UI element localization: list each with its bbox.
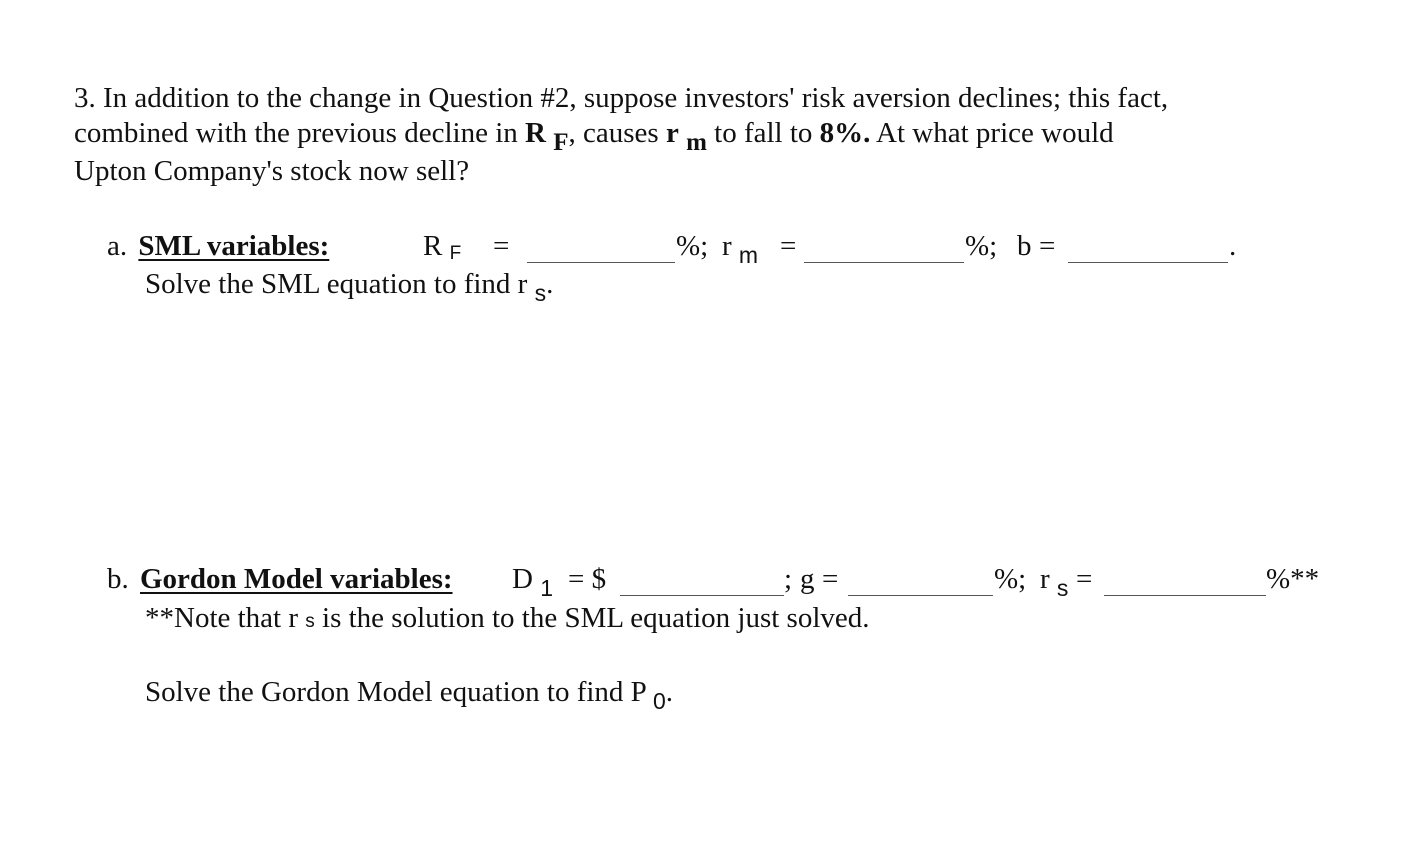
part-a-heading: SML variables:	[138, 230, 330, 262]
rm-target-value: 8%.	[819, 117, 871, 149]
rf-answer-field[interactable]	[527, 242, 675, 263]
d1-answer-field[interactable]	[620, 575, 784, 596]
question-line-2: combined with the previous decline in R F, causes r m to fall to 8%. At what price would	[74, 117, 1114, 156]
part-b-letter: b.	[107, 563, 129, 595]
question-line-1	[74, 82, 1168, 115]
part-b-note: **Note that r s is the solution to the SML equation just solved.	[145, 602, 870, 634]
g-label: g	[800, 563, 815, 595]
rm-answer-field[interactable]	[804, 242, 964, 263]
beta-label: b	[1017, 230, 1032, 262]
rf-label: R F	[423, 230, 462, 264]
beta-answer-field[interactable]	[1068, 242, 1228, 263]
rf-symbol: R	[525, 117, 546, 149]
part-a-letter: a.	[107, 230, 128, 262]
part-a-line	[107, 230, 329, 263]
rm-symbol: r	[665, 117, 679, 149]
part-b-instruction: Solve the Gordon Model equation to find P $_0$.	[145, 676, 674, 714]
rs-label: r $_s$	[1040, 563, 1069, 601]
question-text-line-1: In addition to the change in Question #2, suppose investors' risk aversion declines; this fact,	[103, 82, 1169, 114]
question-number: 3.	[74, 82, 96, 114]
d1-label: D $_1$	[512, 563, 553, 601]
rs-answer-field[interactable]	[1104, 575, 1266, 596]
part-a-instruction: Solve the SML equation to find r $_s$.	[145, 268, 554, 306]
part-b-heading: Gordon Model variables:	[140, 563, 453, 595]
g-answer-field[interactable]	[848, 575, 993, 596]
part-b-line	[107, 563, 453, 596]
question-line-3: Upton Company's stock now sell?	[74, 155, 470, 187]
rm-label: r $_m$	[722, 230, 759, 268]
